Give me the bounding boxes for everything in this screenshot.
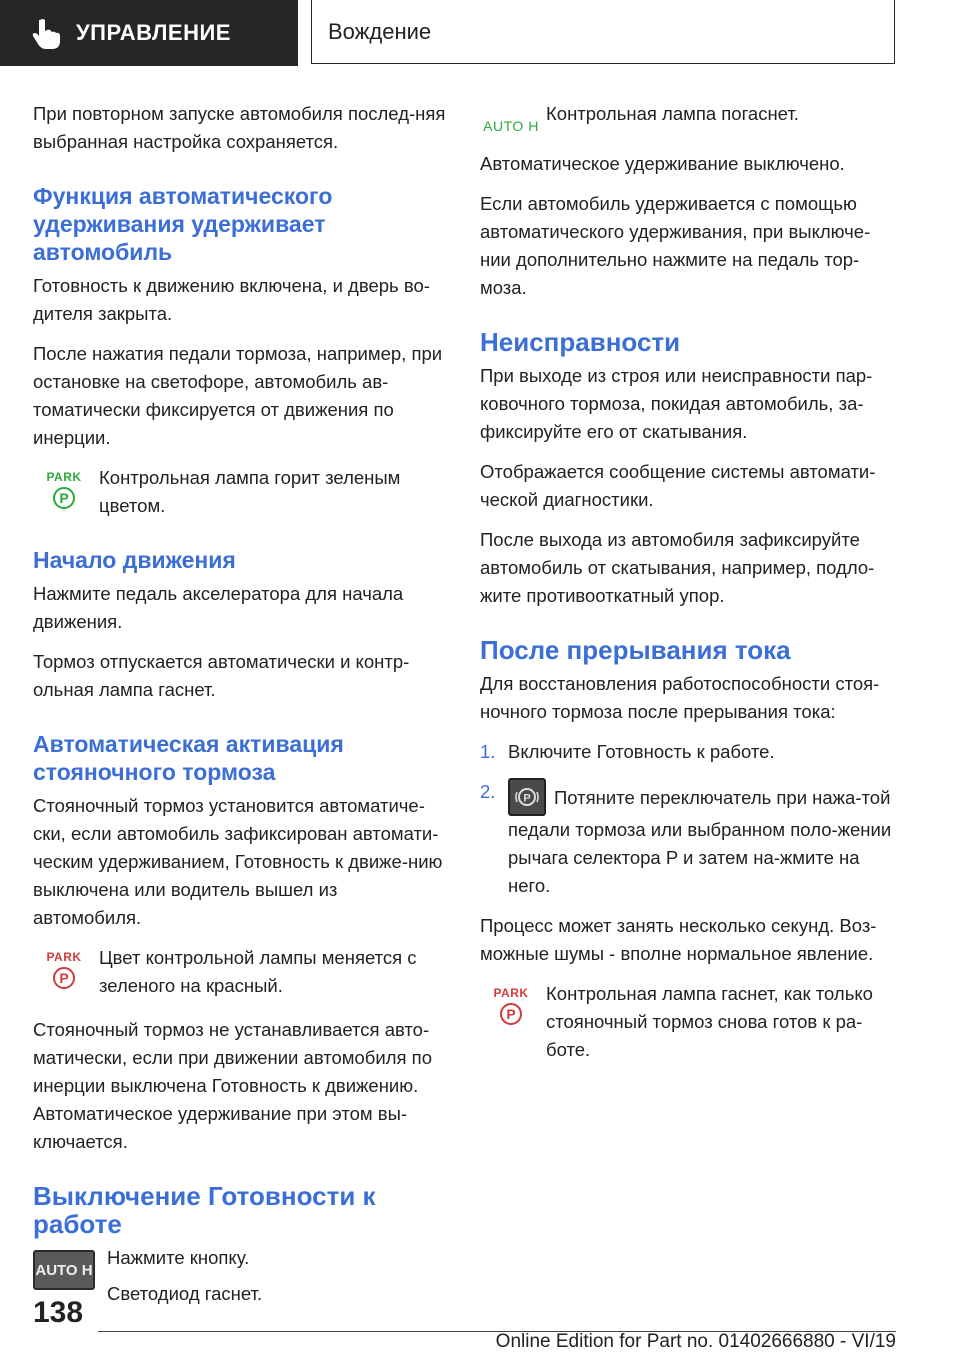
- paragraph: Процесс может занять несколько секунд. Воз-можные шумы - вполне нормальное явление.: [480, 915, 877, 964]
- paragraph: Отображается сообщение системы автомати-ческой диагностики.: [480, 461, 876, 510]
- section-tab: [0, 0, 298, 66]
- paragraph: Для восстановления работоспособности стоя-ночного тормоза после прерывания тока:: [480, 673, 880, 722]
- footer-edition: Online Edition for Part no. 01402666880 - VI/19: [495, 1331, 896, 1352]
- paragraph: Нажмите педаль акселератора для начала движения.: [33, 583, 404, 632]
- section-heading: Неисправности: [480, 327, 681, 357]
- section-heading: Функция автоматического удерживания удерживает автомобиль: [33, 183, 333, 265]
- list-item: 1. Включите Готовность к работе.: [480, 741, 775, 762]
- chapter-title: Вождение: [328, 18, 432, 44]
- hand-pointer-icon: [28, 16, 62, 50]
- park-red-indicator-icon: PARK P: [493, 986, 528, 1064]
- section-heading: Выключение Готовности к работе: [33, 1181, 376, 1239]
- paragraph: Если автомобиль удерживается с помощью автоматического удерживания, при выключе-нии дополнительно нажмите на педаль тор-моза.: [480, 193, 871, 298]
- section-heading: Автоматическая активация стояночного тормоза: [33, 731, 344, 785]
- indicator-row: [33, 944, 448, 1000]
- steps-list: [480, 738, 900, 900]
- park-green-indicator-icon: PARK P: [46, 470, 81, 520]
- paragraph: При выходе из строя или неисправности пар-ковочного тормоза, покидая автомобиль, за-фиксируйте его от скатывания.: [480, 365, 873, 442]
- paragraph: После выхода из автомобиля зафиксируйте автомобиль от скатывания, например, подло-жите противооткатный упор.: [480, 529, 875, 606]
- chapter-tab: [311, 0, 895, 64]
- indicator-text: Цвет контрольной лампы меняется с зеленого на красный.: [99, 947, 417, 996]
- left-column: [33, 100, 448, 1324]
- svg-text:P: P: [523, 792, 531, 805]
- indicator-row: [33, 464, 448, 520]
- instruction-text: Нажмите кнопку.: [107, 1247, 250, 1268]
- indicator-text: Контрольная лампа погаснет.: [546, 103, 799, 124]
- right-column: [480, 100, 900, 1080]
- indicator-text: Контрольная лампа горит зеленым цветом.: [99, 467, 401, 516]
- paragraph: Тормоз отпускается автоматически и контр-ольная лампа гаснет.: [33, 651, 410, 700]
- page-number: 138: [33, 1296, 84, 1329]
- paragraph: Стояночный тормоз не устанавливается авто-матически, если при движении автомобиля по инерции выключена Готовность к движению. Автоматическое удерживание при этом вы-ключается.: [33, 1019, 432, 1152]
- paragraph: Автоматическое удерживание выключено.: [480, 153, 845, 174]
- parking-brake-switch-icon: [508, 778, 546, 816]
- paragraph: При повторном запуске автомобиля послед-няя выбранная настройка сохраняется.: [33, 103, 446, 152]
- auto-h-button-icon: AUTO H: [33, 1250, 95, 1290]
- section-title: УПРАВЛЕНИЕ: [76, 20, 231, 45]
- auto-h-indicator-icon: AUTO H: [483, 118, 539, 134]
- paragraph: Стояночный тормоз установится автоматиче-ски, если автомобиль зафиксирован автомати-ческим удерживанием, Готовность к движе-нию выключена или водитель вышел из автомобиля.: [33, 795, 443, 928]
- instruction-text: Светодиод гаснет.: [107, 1283, 263, 1304]
- list-item: 2. P Потяните переключатель при нажа-той педали тормоза или выбранном поло-жении рычага селектора P и затем на-жмите на него.: [480, 778, 900, 900]
- paragraph: Готовность к движению включена, и дверь во-дителя закрыта.: [33, 275, 430, 324]
- indicator-row: [480, 100, 900, 134]
- button-row: [33, 1244, 448, 1308]
- section-heading: После прерывания тока: [480, 635, 791, 665]
- paragraph: После нажатия педали тормоза, например, при остановке на светофоре, автомобиль ав-томатически фиксируется от движения по инерции.: [33, 343, 443, 448]
- indicator-text: Контрольная лампа гаснет, как только стояночный тормоз снова готов к ра-боте.: [546, 983, 873, 1060]
- indicator-row: [480, 980, 900, 1064]
- section-heading: Начало движения: [33, 547, 236, 573]
- park-red-indicator-icon: PARK P: [46, 950, 81, 1000]
